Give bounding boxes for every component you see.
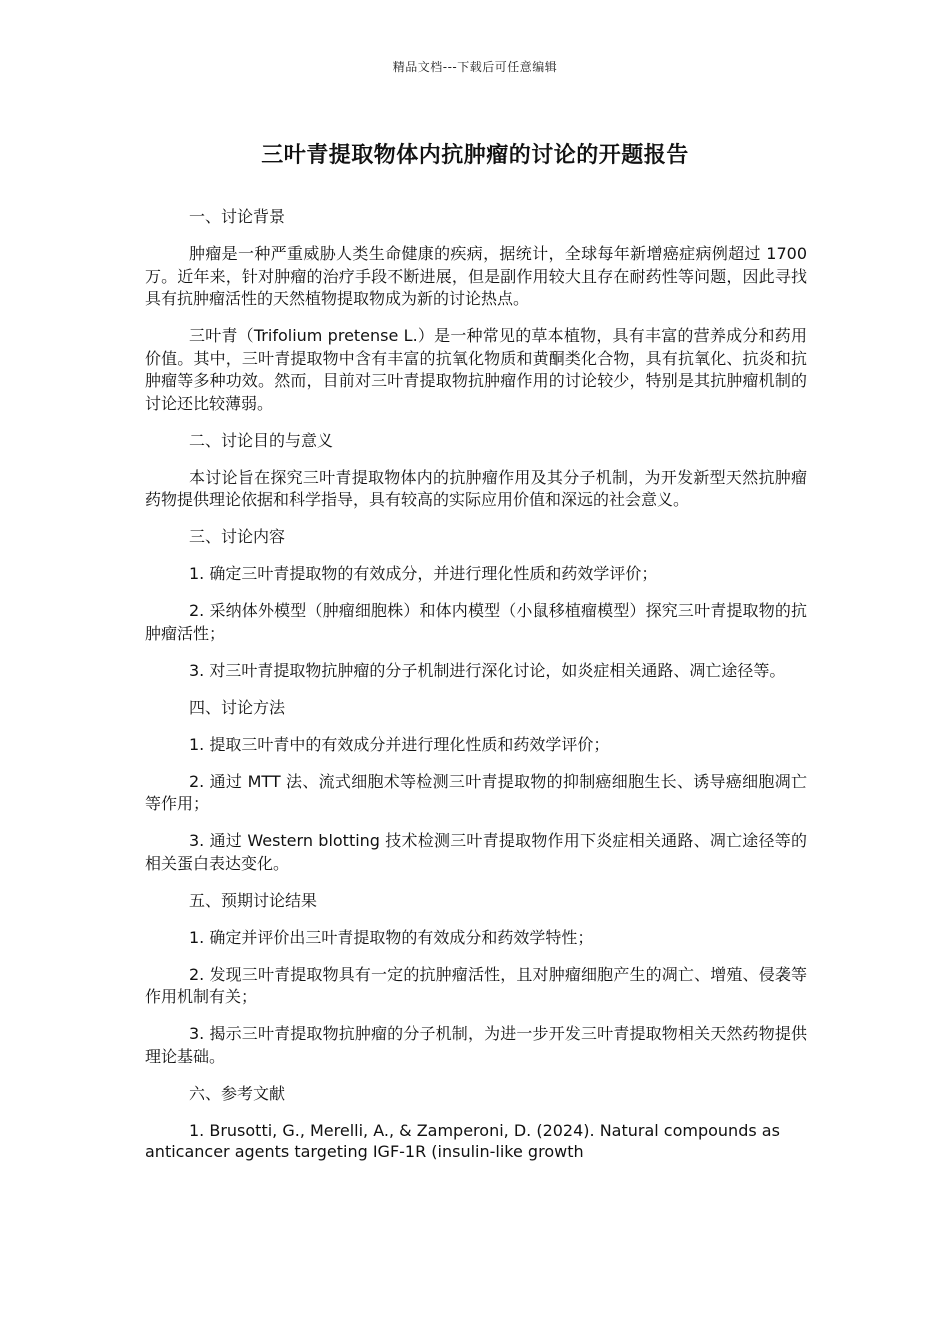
section-heading-methods: 四、讨论方法	[189, 697, 286, 717]
list-item: 2. 发现三叶青提取物具有一定的抗肿瘤活性，且对肿瘤细胞产生的凋亡、增殖、侵袭等作用机制有关；	[145, 964, 807, 1006]
running-header: 精品文档---下载后可任意编辑	[392, 60, 558, 74]
list-item: 1. 确定三叶青提取物的有效成分，并进行理化性质和药效学评价；	[189, 564, 658, 583]
list-item: 1. 确定并评价出三叶青提取物的有效成分和药效学特性；	[189, 927, 594, 947]
paragraph: 三叶青（Trifolium pretense L.）是一种常见的草本植物，具有丰富的营养成分和药用价值。其中，三叶青提取物中含有丰富的抗氧化物质和黄酮类化合物，具有抗氧化、抗炎和抗肿瘤等多种功效。然而，目前对三叶青提取物抗肿瘤作用的讨论较少，特别是其抗肿瘤机制的讨论还比较薄弱。	[145, 326, 807, 413]
reference-item: 1. Brusotti, G., Merelli, A., & Zamperoni, D. (2024). Natural compounds as anticancer agents targeting IGF-1R (insulin-like growth	[145, 1120, 780, 1161]
list-item: 3. 对三叶青提取物抗肿瘤的分子机制进行深化讨论，如炎症相关通路、凋亡途径等。	[189, 660, 786, 680]
document-body	[145, 206, 807, 1162]
list-item: 3. 通过 Western blotting 技术检测三叶青提取物作用下炎症相关通路、凋亡途径等的相关蛋白表达变化。	[145, 831, 807, 873]
section-heading-expected-results: 五、预期讨论结果	[189, 890, 318, 910]
section-heading-purpose: 二、讨论目的与意义	[189, 430, 334, 450]
section-heading-background: 一、讨论背景	[189, 207, 286, 226]
section-heading-references: 六、参考文献	[189, 1083, 286, 1103]
list-item: 3. 揭示三叶青提取物抗肿瘤的分子机制，为进一步开发三叶青提取物相关天然药物提供理论基础。	[145, 1024, 807, 1066]
section-heading-content: 三、讨论内容	[189, 527, 286, 546]
paragraph: 肿瘤是一种严重威胁人类生命健康的疾病，据统计，全球每年新增癌症病例超过 1700 万。近年来，针对肿瘤的治疗手段不断进展，但是副作用较大且存在耐药性等问题，因此寻找具有抗肿瘤活性的天然植物提取物成为新的讨论热点。	[145, 244, 807, 308]
list-item: 2. 通过 MTT 法、流式细胞术等检测三叶青提取物的抑制癌细胞生长、诱导癌细胞凋亡等作用；	[145, 771, 807, 813]
document-title: 三叶青提取物体内抗肿瘤的讨论的开题报告	[261, 143, 689, 168]
paragraph: 本讨论旨在探究三叶青提取物体内的抗肿瘤作用及其分子机制，为开发新型天然抗肿瘤药物提供理论依据和科学指导，具有较高的实际应用价值和深远的社会意义。	[145, 467, 807, 509]
list-item: 2. 采纳体外模型（肿瘤细胞株）和体内模型（小鼠移植瘤模型）探究三叶青提取物的抗肿瘤活性；	[145, 601, 807, 643]
list-item: 1. 提取三叶青中的有效成分并进行理化性质和药效学评价；	[189, 734, 610, 754]
